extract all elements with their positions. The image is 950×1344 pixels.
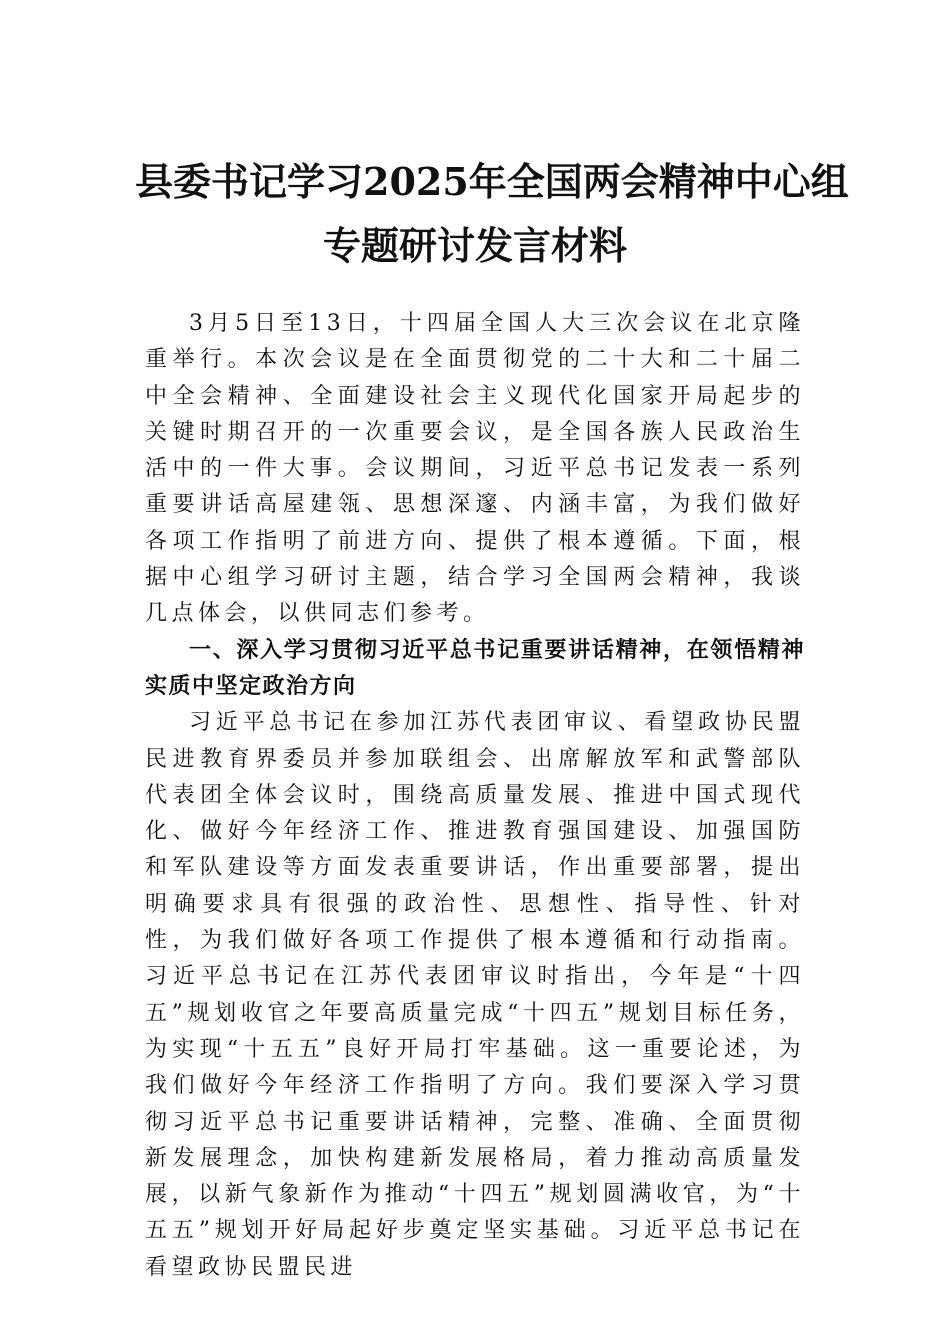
intro-paragraph: 3月5日至13日，十四届全国人大三次会议在北京隆重举行。本次会议是在全面贯彻党的二十大和二十届二中全会精神、全面建设社会主义现代化国家开局起步的关键时期召开的一次重要会议，是全国各族人民政治生活中的一件大事。会议期间，习近平总书记发表一系列重要讲话高屋建瓴、思想深邃、内涵丰富，为我们做好各项工作指明了前进方向、提供了根本遵循。下面，根据中心组学习研讨主题，结合学习全国两会精神，我谈几点体会，以供同志们参考。 — [145, 311, 805, 627]
document-page — [135, 150, 849, 1286]
document-title-line-2: 专题研讨发言材料 — [322, 223, 627, 268]
section-1-paragraph: 习近平总书记在参加江苏代表团审议、看望政协民盟民进教育界委员并参加联组会、出席解放军和武警部队代表团全体会议时，围绕高质量发展、推进中国式现代化、做好今年经济工作、推进教育强国建设、加强国防和军队建设等方面发表重要讲话，作出重要部署，提出明确要求具有很强的政治性、思想性、指导性、针对性，为我们做好各项工作提供了根本遵循和行动指南。习近平总书记在江苏代表团审议时指出，今年是“十四五”规划收官之年要高质量完成“十四五”规划目标任务，为实现“十五五”良好开局打牢基础。这一重要论述，为我们做好今年经济工作指明了方向。我们要深入学习贯彻习近平总书记重要讲话精神，完整、准确、全面贯彻新发展理念，加快构建新发展格局，着力推动高质量发展，以新气象新作为推动“十四五”规划圆满收官，为“十五五”规划开好局起好步奠定坚实基础。习近平总书记在看望政协民盟民进 — [145, 710, 805, 1280]
section-1-heading: 一、深入学习贯彻习近平总书记重要讲话精神，在领悟精神实质中坚定政治方向 — [145, 637, 805, 699]
document-title-line-1: 县委书记学习2025年全国两会精神中心组 — [135, 159, 849, 204]
